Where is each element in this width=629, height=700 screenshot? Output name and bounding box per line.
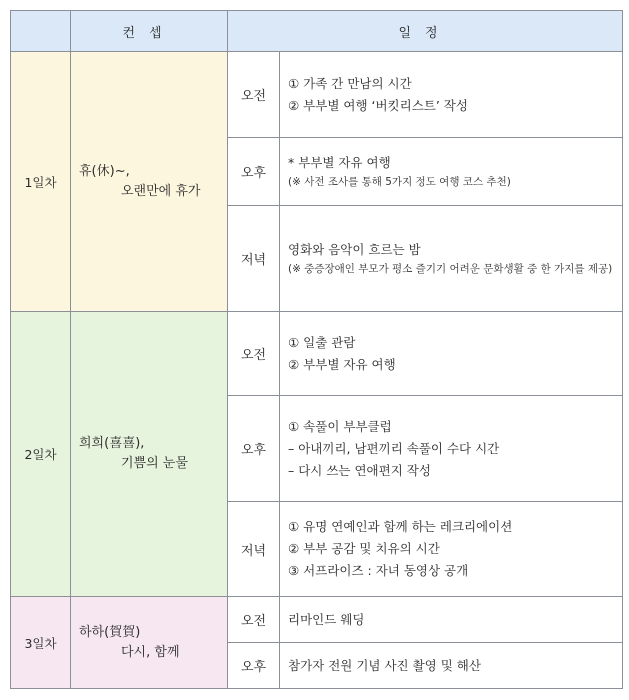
schedule-line: ② 부부 공감 및 치유의 시간 — [288, 541, 440, 556]
concept-line: 오랜만에 휴가 — [121, 183, 201, 199]
header-concept: 컨셉 — [71, 11, 228, 52]
schedule-line: ① 일출 관람 — [288, 334, 356, 350]
time-label: 오후 — [228, 396, 280, 502]
schedule-cell — [280, 52, 623, 138]
concept-line: 기쁨의 눈물 — [121, 456, 188, 471]
schedule-line: ① 가족 간 만남의 시간 — [288, 75, 412, 91]
schedule-note: (※ 사전 조사를 통해 5가지 정도 여행 코스 추천) — [288, 176, 511, 188]
schedule-line: ① 속풀이 부부클럽 — [288, 418, 392, 434]
schedule-line: ② 부부별 여행 ‘버킷리스트’ 작성 — [288, 97, 468, 113]
schedule-table-container — [10, 10, 622, 692]
schedule-cell — [280, 597, 623, 643]
time-label: 오후 — [228, 643, 280, 689]
concept-line: 하하(賀賀) — [79, 624, 141, 640]
day-label: 2일차 — [11, 312, 71, 597]
schedule-note: (※ 중증장애인 부모가 평소 즐기기 어려운 문화생활 중 한 가지를 제공) — [288, 263, 613, 275]
schedule-line: ① 유명 연예인과 함께 하는 레크리에이션 — [288, 519, 513, 534]
table-row — [11, 597, 623, 643]
table-row — [11, 312, 623, 396]
time-label: 저녁 — [228, 206, 280, 312]
schedule-line: 참가자 전원 기념 사진 촬영 및 해산 — [288, 657, 481, 673]
header-schedule: 일정 — [228, 11, 623, 52]
day-label: 1일차 — [11, 52, 71, 312]
schedule-cell — [280, 502, 623, 597]
concept-cell — [71, 597, 228, 689]
concept-line: 다시, 함께 — [121, 644, 180, 660]
concept-cell — [71, 312, 228, 597]
schedule-line: ② 부부별 자유 여행 — [288, 356, 396, 372]
time-label: 오전 — [228, 312, 280, 396]
schedule-cell — [280, 643, 623, 689]
header-day — [11, 11, 71, 52]
day-label: 3일차 — [11, 597, 71, 689]
schedule-line: – 다시 쓰는 연애편지 작성 — [288, 462, 431, 478]
table-row — [11, 52, 623, 138]
schedule-line: 영화와 음악이 흐르는 밤 — [288, 242, 421, 257]
schedule-cell — [280, 396, 623, 502]
schedule-cell — [280, 138, 623, 206]
time-label: 오전 — [228, 52, 280, 138]
schedule-cell — [280, 206, 623, 312]
schedule-line: – 아내끼리, 남편끼리 속풀이 수다 시간 — [288, 440, 500, 456]
schedule-line: * 부부별 자유 여행 — [288, 155, 391, 170]
concept-line: 휴(休)~, — [79, 163, 130, 179]
header-row — [11, 11, 623, 52]
time-label: 오전 — [228, 597, 280, 643]
schedule-table — [10, 10, 623, 689]
schedule-line: 리마인드 웨딩 — [288, 611, 365, 627]
schedule-line: ③ 서프라이즈 : 자녀 동영상 공개 — [288, 563, 469, 578]
concept-cell — [71, 52, 228, 312]
schedule-cell — [280, 312, 623, 396]
time-label: 오후 — [228, 138, 280, 206]
concept-line: 희희(喜喜), — [79, 436, 145, 451]
time-label: 저녁 — [228, 502, 280, 597]
